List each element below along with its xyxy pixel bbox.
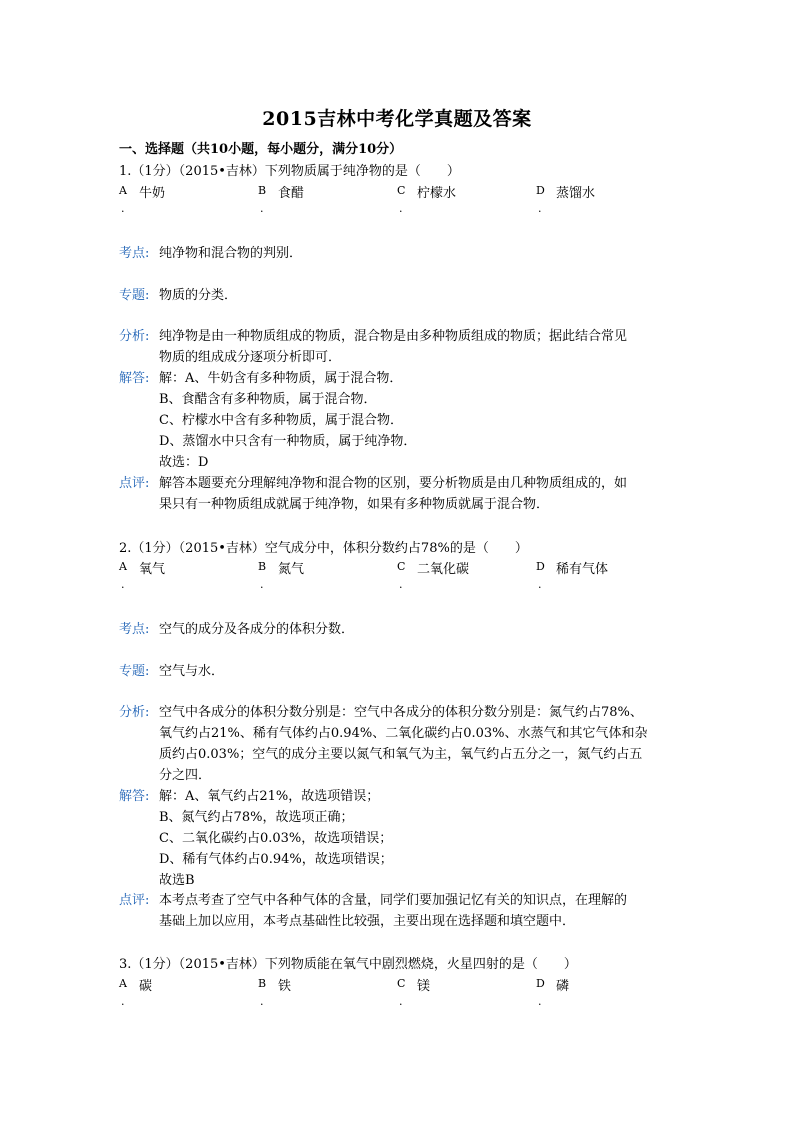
option-letter: C	[397, 977, 406, 990]
question-3-options	[119, 977, 719, 1013]
option-dot: .	[121, 995, 125, 1008]
jieda-line: 解：A、氧气约占21%，故选项错误；	[159, 789, 380, 804]
option-text: 氧气	[139, 562, 166, 577]
option-letter: B	[258, 977, 267, 990]
jieda-label: 解答:	[119, 789, 150, 804]
option-dot: .	[399, 995, 403, 1008]
option-dot: .	[538, 995, 542, 1008]
option-dot: .	[399, 202, 403, 215]
option-dot: .	[538, 578, 542, 591]
kaodian-text: 空气的成分及各成分的体积分数．	[159, 622, 355, 637]
kaodian-label: 考点:	[119, 246, 150, 261]
jieda-line: C、柠檬水中含有多种物质，属于混合物．	[159, 413, 403, 428]
fenxi-line: 分之四．	[159, 768, 212, 783]
dianping-line: 果只有一种物质组成就属于纯净物，如果有多种物质就属于混合物．	[159, 497, 550, 512]
option-dot: .	[260, 202, 264, 215]
option-letter: B	[258, 560, 267, 573]
option-letter: C	[397, 184, 406, 197]
jieda-line: B、氮气约占78%，故选项正确；	[159, 810, 354, 825]
jieda-line: B、食醋含有多种物质，属于混合物．	[159, 392, 377, 407]
kaodian-text: 纯净物和混合物的判别．	[159, 246, 303, 261]
jieda-line: 故选B	[159, 873, 195, 888]
fenxi-label: 分析:	[119, 705, 150, 720]
section-heading: 一、选择题（共10小题，每小题分，满分10分）	[119, 142, 403, 157]
dianping-line: 基础上加以应用，本考点基础性比较强，主要出现在选择题和填空题中．	[159, 914, 576, 929]
dianping-label: 点评:	[119, 893, 150, 908]
jieda-line: D、稀有气体约占0.94%，故选项错误；	[159, 852, 393, 867]
jieda-line: 故选：D	[159, 455, 209, 470]
option-dot: .	[399, 578, 403, 591]
option-text: 柠檬水	[417, 186, 457, 201]
fenxi-line: 空气中各成分的体积分数分别是：空气中各成分的体积分数分别是：氮气约占78%、	[159, 705, 643, 720]
option-dot: .	[121, 202, 125, 215]
option-letter: A	[119, 977, 127, 990]
option-text: 碳	[139, 979, 153, 994]
jieda-line: 解：A、牛奶含有多种物质，属于混合物．	[159, 371, 403, 386]
option-dot: .	[260, 995, 264, 1008]
zhuanti-text: 物质的分类．	[159, 288, 238, 303]
zhuanti-text: 空气与水．	[159, 664, 225, 679]
question-2-stem: 2.（1分）（2015•吉林）空气成分中，体积分数约占78%的是（ ）	[119, 541, 528, 556]
question-1-stem: 1.（1分）（2015•吉林）下列物质属于纯净物的是（ ）	[119, 164, 460, 179]
fenxi-line: 氧气约占21%、稀有气体约占0.94%、二氧化碳约占0.03%、水蒸气和其它气体和杂	[159, 726, 648, 741]
fenxi-label: 分析:	[119, 329, 150, 344]
option-letter: D	[536, 977, 545, 990]
option-letter: A	[119, 184, 127, 197]
kaodian-label: 考点:	[119, 622, 150, 637]
zhuanti-label: 专题:	[119, 288, 150, 303]
option-text: 牛奶	[139, 186, 166, 201]
option-text: 稀有气体	[556, 562, 609, 577]
option-dot: .	[260, 578, 264, 591]
option-letter: D	[536, 184, 545, 197]
option-letter: C	[397, 560, 406, 573]
page-title: 2015吉林中考化学真题及答案	[262, 108, 532, 130]
question-3-stem: 3.（1分）（2015•吉林）下列物质能在氧气中剧烈燃烧，火星四射的是（ ）	[119, 957, 577, 972]
jieda-line: C、二氧化碳约占0.03%，故选项错误；	[159, 831, 393, 846]
option-text: 二氧化碳	[417, 562, 470, 577]
option-dot: .	[121, 578, 125, 591]
fenxi-line: 质约占0.03%；空气的成分主要以氮气和氧气为主，氧气约占五分之一，氮气约占五	[159, 747, 643, 762]
option-text: 食醋	[278, 186, 305, 201]
option-text: 蒸馏水	[556, 186, 596, 201]
option-dot: .	[538, 202, 542, 215]
option-text: 磷	[556, 979, 570, 994]
option-text: 氮气	[278, 562, 305, 577]
dianping-label: 点评:	[119, 476, 150, 491]
option-text: 镁	[417, 979, 431, 994]
fenxi-line: 纯净物是由一种物质组成的物质，混合物是由多种物质组成的物质；据此结合常见	[159, 329, 628, 344]
option-letter: A	[119, 560, 127, 573]
question-1-options	[119, 184, 719, 220]
dianping-line: 本考点考查了空气中各种气体的含量，同学们要加强记忆有关的知识点，在理解的	[159, 893, 628, 908]
option-letter: B	[258, 184, 267, 197]
zhuanti-label: 专题:	[119, 664, 150, 679]
question-2-options	[119, 560, 719, 596]
jieda-line: D、蒸馏水中只含有一种物质，属于纯净物．	[159, 434, 417, 449]
fenxi-line: 物质的组成成分逐项分析即可．	[159, 350, 342, 365]
jieda-label: 解答:	[119, 371, 150, 386]
option-letter: D	[536, 560, 545, 573]
dianping-line: 解答本题要充分理解纯净物和混合物的区别，要分析物质是由几种物质组成的，如	[159, 476, 628, 491]
option-text: 铁	[278, 979, 292, 994]
